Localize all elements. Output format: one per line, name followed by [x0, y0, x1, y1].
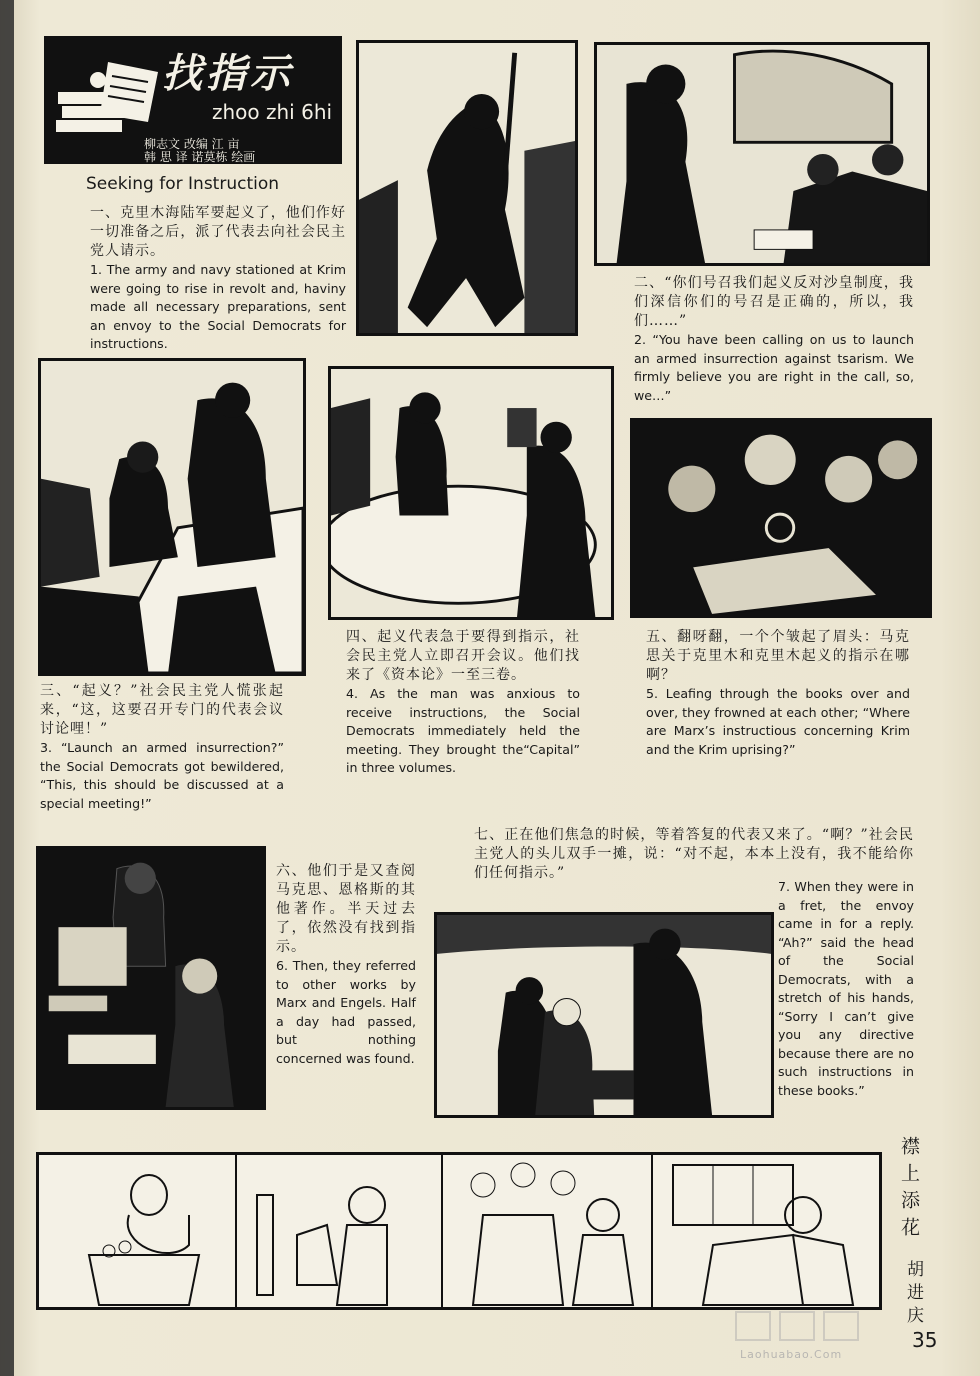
caption-6-zh: 六、他们于是又查阅马克思、恩格斯的其他著作。半天过去了，依然没有找到指示。	[276, 863, 416, 955]
strip-title: 襟上添花	[898, 1136, 920, 1244]
caption-7-en-block	[778, 878, 914, 1100]
books-illustration	[48, 42, 168, 142]
panel-5-illustration	[630, 418, 932, 618]
caption-2-zh: 二、“你们号召我们起义反对沙皇制度，我们深信你们的号召是正确的，所以，我们……”	[634, 275, 914, 329]
strip-author: 胡进庆	[903, 1260, 923, 1329]
strip-panel	[653, 1155, 879, 1307]
caption-7-zh: 七、正在他们焦急的时候，等着答复的代表又来了。“啊？”社会民主党人的头儿双手一摊，说：“对不起，本本上没有，我不能给你们任何指示。”	[474, 827, 914, 881]
caption-3-zh: 三、“起义？”社会民主党人慌张起来，“这，这要召开专门的代表会议讨论哩！”	[40, 683, 284, 737]
credit-line: 韩 思 译 诺莫栋 绘画	[144, 150, 256, 164]
comic-title-pinyin: zhoo zhi 6hi	[212, 100, 333, 124]
caption-7-en: 7. When they were in a fret, the envoy came in for a reply. “Ah?” said the head of the Social Democrats, with a stretch of his hands, “Sorry I can’t give you any directive because there are no such instructions in these books.”	[778, 879, 914, 1098]
caption-1	[90, 204, 346, 354]
caption-4-zh: 四、起义代表急于要得到指示，社会民主党人立即召开会议。他们找来了《资本论》一至三卷。	[346, 629, 580, 683]
caption-5	[646, 628, 910, 759]
panel-7-illustration	[434, 912, 774, 1118]
page-edge	[0, 0, 14, 1376]
strip-panel-2-drawing	[237, 1155, 441, 1307]
strip-panel-3-drawing	[443, 1155, 651, 1307]
caption-4-en: 4. As the man was anxious to receive instructions, the Social Democrats immediately held the meeting. They brought the“Capital” in three volumes.	[346, 686, 580, 775]
panel-1-illustration	[356, 40, 578, 336]
page-number: 35	[912, 1328, 938, 1352]
caption-1-zh: 一、克里木海陆军要起义了，他们作好一切准备之后，派了代表去向社会民主党人请示。	[90, 205, 346, 259]
caption-6-en: 6. Then, they referred to other works by Marx and Engels. Half a day had passed, but nothing concerned was found.	[276, 958, 416, 1066]
caption-3	[40, 682, 284, 813]
strip-panel	[237, 1155, 443, 1307]
caption-1-en: 1. The army and navy stationed at Krim were going to rise in revolt and, haviny made all necessary preparations, sent an envoy to the Social Democrats for instructions.	[90, 262, 346, 351]
caption-2-en: 2. “You have been calling on us to launch an armed insurrection against tsarism. We firmly believe you are right in the call, so, we…”	[634, 332, 914, 403]
strip-panel	[39, 1155, 237, 1307]
panel-3-illustration	[38, 358, 306, 676]
caption-3-en: 3. “Launch an armed insurrection?” the Social Democrats got bewildered, “This, this should be discussed at a special meeting!”	[40, 740, 284, 811]
caption-5-en: 5. Leafing through the books over and over, they frowned at each other; “Where are Marx’s instructious concerning Krim and the Krim uprising?”	[646, 686, 910, 757]
credits	[144, 138, 340, 164]
panel-6-illustration	[36, 846, 266, 1110]
credit-line: 柳志文 改编 江 亩	[144, 137, 240, 151]
caption-5-zh: 五、翻呀翻，一个个皱起了眉头：马克思关于克里木和克里木起义的指示在哪啊？	[646, 629, 910, 683]
watermark-logo-icon	[732, 1306, 882, 1346]
panel-2-illustration	[594, 42, 930, 266]
bottom-comic-strip	[36, 1152, 882, 1310]
watermark-text: Laohuabao.Com	[740, 1348, 843, 1361]
comic-title-en: Seeking for Instruction	[86, 174, 280, 194]
caption-2	[634, 274, 914, 405]
title-block	[44, 36, 342, 164]
strip-panel-1-drawing	[39, 1155, 235, 1307]
strip-panel-4-drawing	[653, 1155, 879, 1307]
strip-panel	[443, 1155, 653, 1307]
comic-title-zh: 找指示	[162, 51, 294, 97]
caption-4	[346, 628, 580, 778]
panel-4-illustration	[328, 366, 614, 620]
caption-7-zh-block	[474, 826, 914, 883]
caption-6	[276, 862, 416, 1068]
